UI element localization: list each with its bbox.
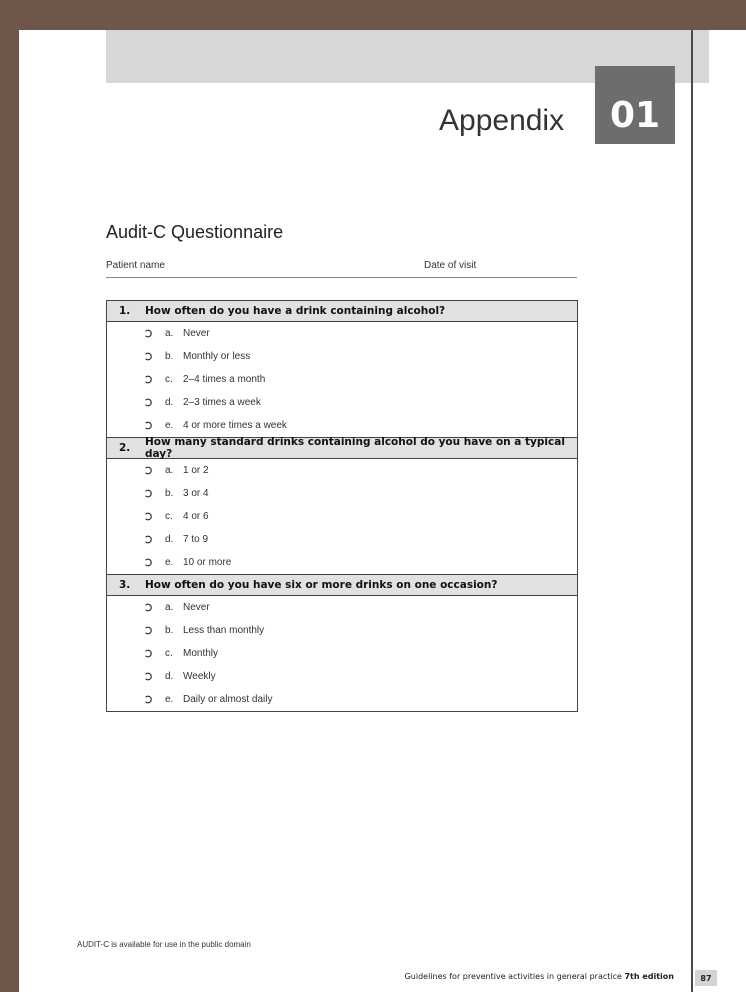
- radio-icon[interactable]: [144, 535, 153, 544]
- question-text: How many standard drinks containing alcohol do you have on a typical day?: [145, 436, 565, 460]
- answer-option[interactable]: [107, 596, 577, 619]
- page-title: Audit-C Questionnaire: [106, 222, 284, 242]
- option-label: 3 or 4: [183, 488, 209, 499]
- footer-publication-title: Guidelines for preventive activities in general practice: [404, 972, 622, 981]
- question-number: 1.: [119, 305, 131, 317]
- option-letter: a.: [165, 465, 174, 476]
- question-header: [107, 437, 577, 459]
- option-letter: a.: [165, 602, 174, 613]
- radio-icon[interactable]: [144, 466, 153, 475]
- answer-option[interactable]: [107, 414, 577, 437]
- option-label: 10 or more: [183, 557, 232, 568]
- question-number: 2.: [119, 442, 131, 454]
- answer-option[interactable]: [107, 391, 577, 414]
- question-text: How often do you have a drink containing alcohol?: [145, 305, 446, 317]
- radio-icon[interactable]: [144, 672, 153, 681]
- answer-option[interactable]: [107, 642, 577, 665]
- date-of-visit-label: Date of visit: [424, 260, 477, 271]
- question-text: How often do you have six or more drinks on one occasion?: [145, 579, 498, 591]
- option-letter: c.: [165, 374, 173, 385]
- radio-icon[interactable]: [144, 649, 153, 658]
- page-number: 87: [695, 970, 717, 986]
- option-label: Weekly: [183, 671, 216, 682]
- option-letter: b.: [165, 351, 174, 362]
- option-letter: d.: [165, 534, 174, 545]
- option-label: 2–4 times a month: [183, 374, 266, 385]
- answer-option[interactable]: [107, 551, 577, 574]
- question-header: [107, 301, 577, 322]
- answer-option[interactable]: [107, 528, 577, 551]
- radio-icon[interactable]: [144, 329, 153, 338]
- option-letter: b.: [165, 625, 174, 636]
- radio-icon[interactable]: [144, 512, 153, 521]
- radio-icon[interactable]: [144, 489, 153, 498]
- option-letter: c.: [165, 648, 173, 659]
- appendix-number-badge: [595, 66, 675, 144]
- radio-icon[interactable]: [144, 695, 153, 704]
- option-letter: a.: [165, 328, 174, 339]
- answer-option[interactable]: [107, 345, 577, 368]
- option-letter: e.: [165, 420, 174, 431]
- option-label: Never: [183, 328, 210, 339]
- radio-icon[interactable]: [144, 352, 153, 361]
- answer-option[interactable]: [107, 459, 577, 482]
- appendix-number: 01: [609, 95, 661, 136]
- option-label: Monthly or less: [183, 351, 251, 362]
- answer-option[interactable]: [107, 322, 577, 345]
- answer-option[interactable]: [107, 505, 577, 528]
- answer-option[interactable]: [107, 688, 577, 711]
- answer-option[interactable]: [107, 368, 577, 391]
- question-header: [107, 574, 577, 596]
- questionnaire-table: [106, 300, 578, 712]
- option-label: 1 or 2: [183, 465, 209, 476]
- option-label: 2–3 times a week: [183, 397, 261, 408]
- radio-icon[interactable]: [144, 398, 153, 407]
- option-letter: d.: [165, 671, 174, 682]
- patient-name-label: Patient name: [106, 260, 165, 271]
- radio-icon[interactable]: [144, 626, 153, 635]
- option-letter: b.: [165, 488, 174, 499]
- option-letter: c.: [165, 511, 173, 522]
- appendix-heading: Appendix: [439, 104, 565, 137]
- page-footer: [19, 970, 746, 988]
- footer-publication: [405, 972, 674, 981]
- answer-option[interactable]: [107, 619, 577, 642]
- page-margin-rule: [691, 30, 693, 992]
- option-label: Less than monthly: [183, 625, 265, 636]
- question-number: 3.: [119, 579, 131, 591]
- option-label: 4 or 6: [183, 511, 209, 522]
- option-letter: e.: [165, 694, 174, 705]
- option-label: 4 or more times a week: [183, 420, 287, 431]
- radio-icon[interactable]: [144, 603, 153, 612]
- footnote: AUDIT-C is available for use in the public domain: [77, 940, 251, 949]
- footer-edition: 7th edition: [624, 972, 674, 981]
- document-page: [19, 30, 746, 992]
- option-label: Never: [183, 602, 210, 613]
- option-label: Monthly: [183, 648, 219, 659]
- radio-icon[interactable]: [144, 375, 153, 384]
- option-label: Daily or almost daily: [183, 694, 273, 705]
- radio-icon[interactable]: [144, 421, 153, 430]
- option-label: 7 to 9: [183, 534, 209, 545]
- patient-info-line[interactable]: [106, 260, 577, 278]
- option-letter: d.: [165, 397, 174, 408]
- option-letter: e.: [165, 557, 174, 568]
- radio-icon[interactable]: [144, 558, 153, 567]
- answer-option[interactable]: [107, 482, 577, 505]
- answer-option[interactable]: [107, 665, 577, 688]
